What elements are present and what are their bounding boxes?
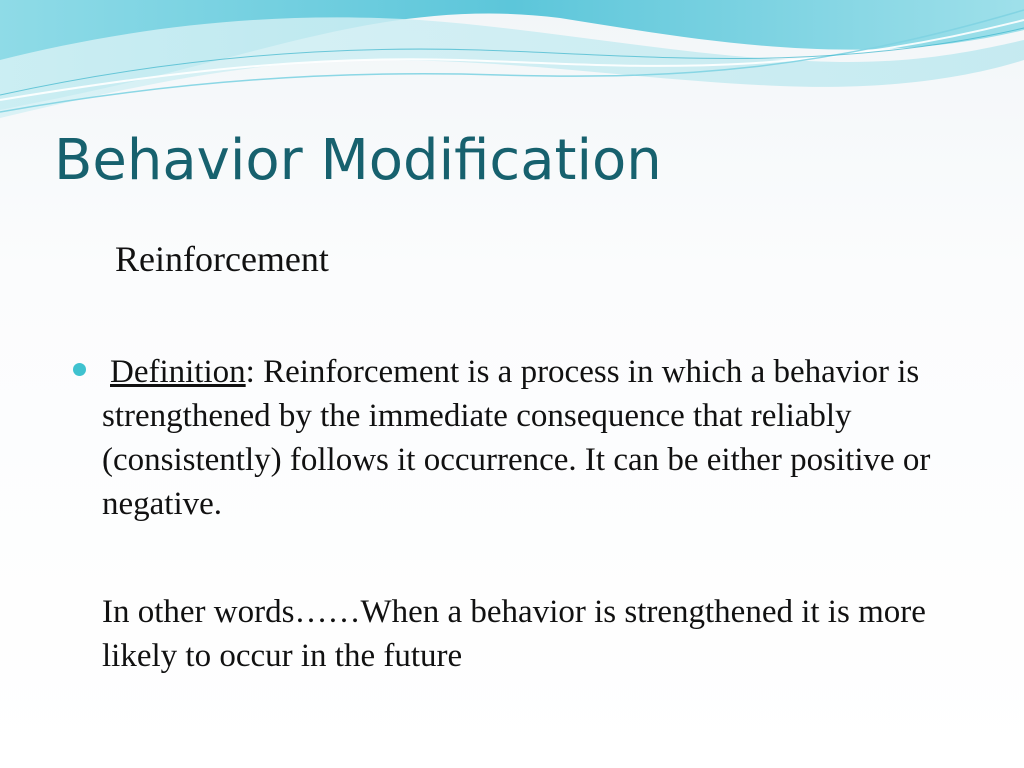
slide-title: Behavior Modification xyxy=(54,128,662,193)
definition-body: Reinforcement is a process in which a behavior is strengthened by the immediate consequence that reliably (consistently) follows it occurrence. It can be either positive or negative. xyxy=(102,354,931,522)
slide-subtitle: Reinforcement xyxy=(115,239,329,279)
bullet-dot-icon xyxy=(73,363,86,376)
wave-decoration xyxy=(0,0,1024,130)
explanation-paragraph: In other words……When a behavior is strengthened it is more likely to occur in the future xyxy=(102,594,926,674)
definition-bullet xyxy=(72,350,952,526)
definition-text xyxy=(102,350,952,526)
definition-term: Definition xyxy=(110,354,246,390)
definition-separator: : xyxy=(245,354,255,390)
